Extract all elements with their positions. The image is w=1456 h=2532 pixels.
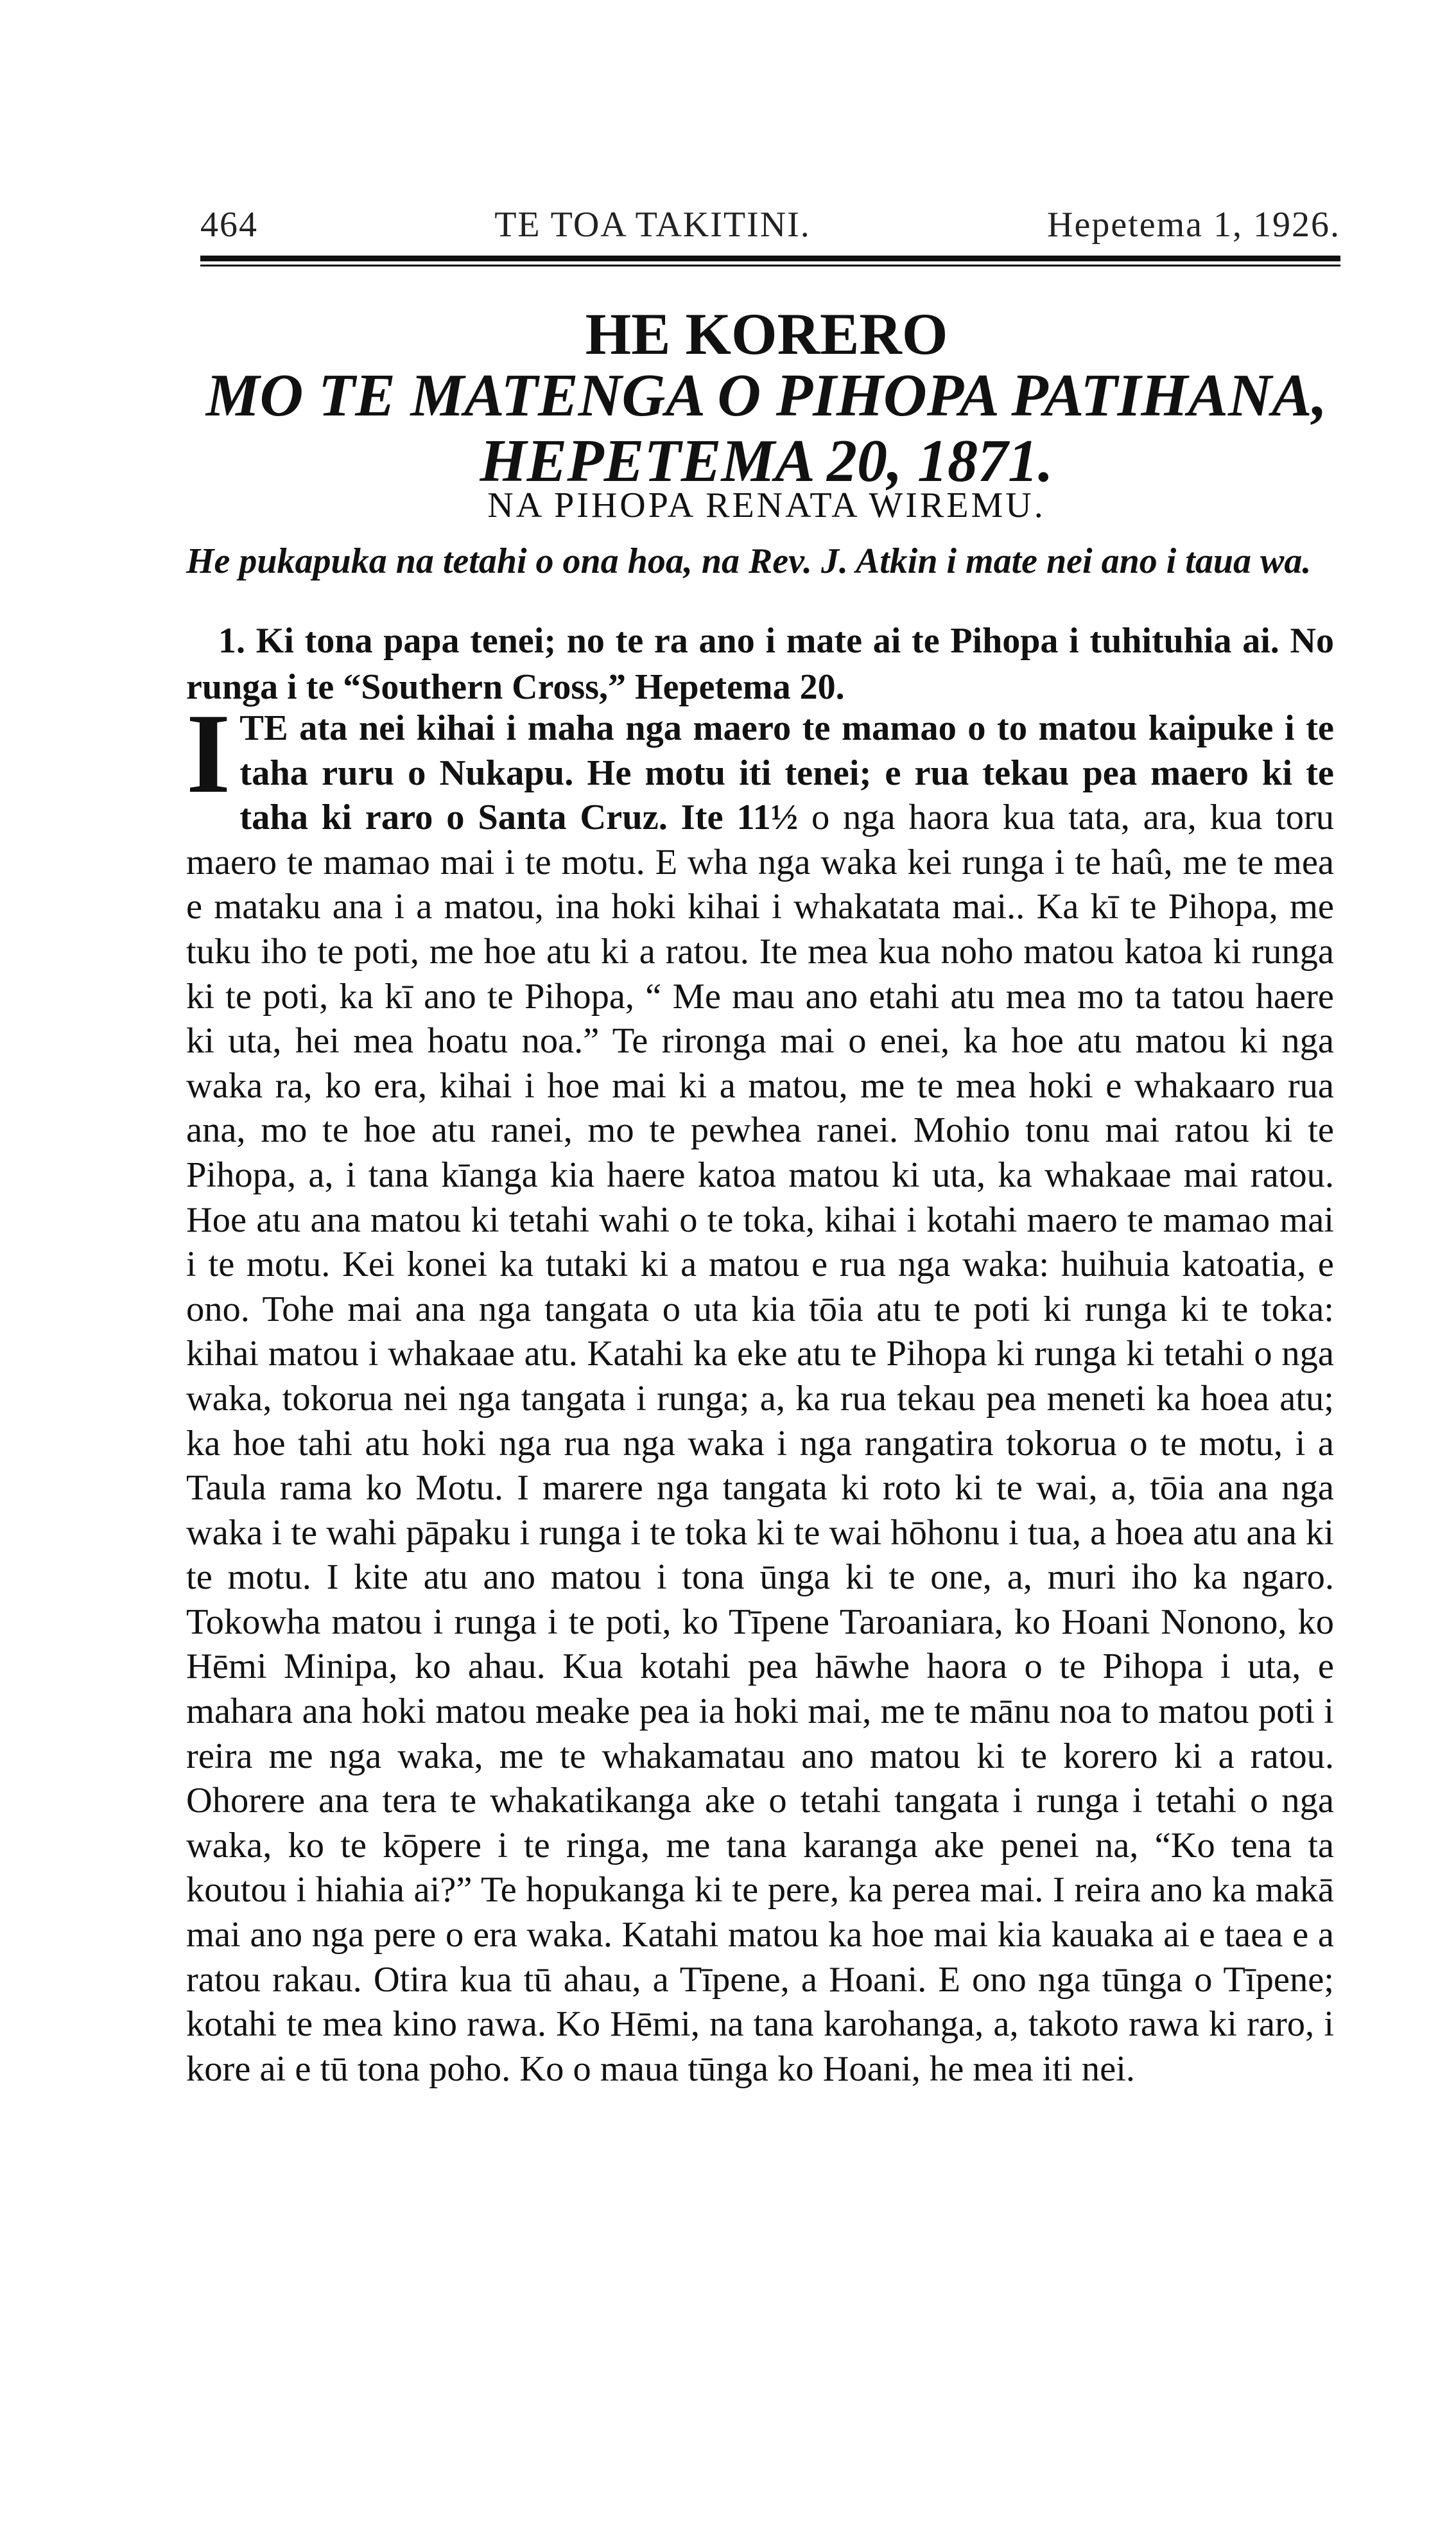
article-body [186, 690, 1335, 2091]
entry-heading: 1. Ki tona papa tenei; no te ra ano i mate ai te Pihopa i tuhituhia ai. No runga i te “Southern Cross,” Hepetema 20. [186, 621, 1334, 707]
header-rule [200, 256, 1340, 261]
article-title: HE KORERO [585, 301, 948, 367]
page-number: 464 [200, 205, 258, 245]
author-line: NA PIHOPA RENATA WIREMU. [487, 485, 1046, 525]
lead-in-text: TE ata nei kihai i maha nga maero te mamao o to matou kaipuke i te taha ruru o Nukapu. He motu iti tenei; e rua tekau pea maero ki te taha ki raro o Santa Cruz. Ite 11½ [239, 708, 1334, 838]
article-subtitle: MO TE MATENGA O PIHOPA PATIHANA, HEPETEMA 20, 1871. [205, 362, 1328, 494]
body-text: o nga haora kua tata, ara, kua toru maero te mamao mai i te motu. E wha nga waka kei runga i te haû, me te mea e mataku ana i a matou, ina hoki kihai i whakatata mai.. Ka kī te Pihopa, me tuku iho te poti, me hoe atu ki a ratou. Ite mea kua noho matou katoa ki runga ki te poti, ka kī ano te Pihopa, “ Me mau ano etahi atu mea mo ta tatou haere ki uta, hei mea hoatu noa.” Te rironga mai o enei, ka hoe atu matou ki nga waka ra, ko era, kihai i hoe mai ki a matou, me te mea hoki e whakaaro rua ana, mo te hoe atu ranei, mo te pewhea ranei. Mohio tonu mai ratou ki te Pihopa, a, i tana kīanga kia haere katoa matou ki uta, ka whakaae mai ratou. Hoe atu ana matou ki tetahi wahi o te toka, kihai i kotahi maero te mamao mai i te motu. Kei konei ka tutaki ki a matou e rua nga waka: huihuia katoatia, e ono. Tohe mai ana nga tangata o uta kia tōia atu te poti ki runga ki te toka: kihai matou i whakaae atu. Katahi ka eke atu te Pihopa ki runga ki tetahi o nga waka, tokorua nei nga tangata i runga; a, ka rua tekau pea meneti ka hoea atu; ka hoe tahi atu hoki nga rua nga waka i nga rangatira tokorua o te motu, i a Taula rama ko Motu. I marere nga tangata ki roto ki te wai, a, tōia ana nga waka i te wahi pāpaku i runga i te toka ki te wai hōhonu i tua, a hoea atu ana ki te motu. I kite atu ano matou i tona ūnga ki te one, a, muri iho ka ngaro. Tokowha matou i runga i te poti, ko Tīpene Taroaniara, ko Hoani Nonono, ko Hēmi Minipa, ko ahau. Kua kotahi pea hāwhe haora o te Pihopa i uta, e mahara ana hoki matou meake pea ia hoki mai, me te mānu noa to matou poti i reira me nga waka, me te whakamatau ano matou ki te korero ki a ratou. Ohorere ana tera te whakatikanga ake o tetahi tangata i runga i tetahi o nga waka, ko te kōpere i te ringa, me tana karanga ake penei na, “Ko tena ta koutou i hiahia ai?” Te hopukanga ki te pere, ka perea mai. I reira ano ka makā mai ano nga pere o era waka. Katahi matou ka hoe mai kia kauaka ai e taea e a ratou rakau. Otira kua tū ahau, a Tīpene, a Hoani. E ono nga tūnga o Tīpene; kotahi te mea kino rawa. Ko Hēmi, na tana karohanga, a, takoto rawa ki raro, i kore ai e tū tona poho. Ko o maua tūnga ko Hoani, he mea iti nei. [186, 798, 1335, 2089]
running-header [200, 204, 1340, 249]
issue-date: Hepetema 1, 1926. [1047, 205, 1340, 245]
publication-title: TE TOA TAKITINI. [494, 205, 811, 245]
header-rule-thin [200, 265, 1340, 266]
intro-note: He pukapuka na tetahi o ona hoa, na Rev. J. Atkin i mate nei ano i taua wa. [186, 541, 1312, 581]
drop-cap: I [186, 690, 231, 817]
